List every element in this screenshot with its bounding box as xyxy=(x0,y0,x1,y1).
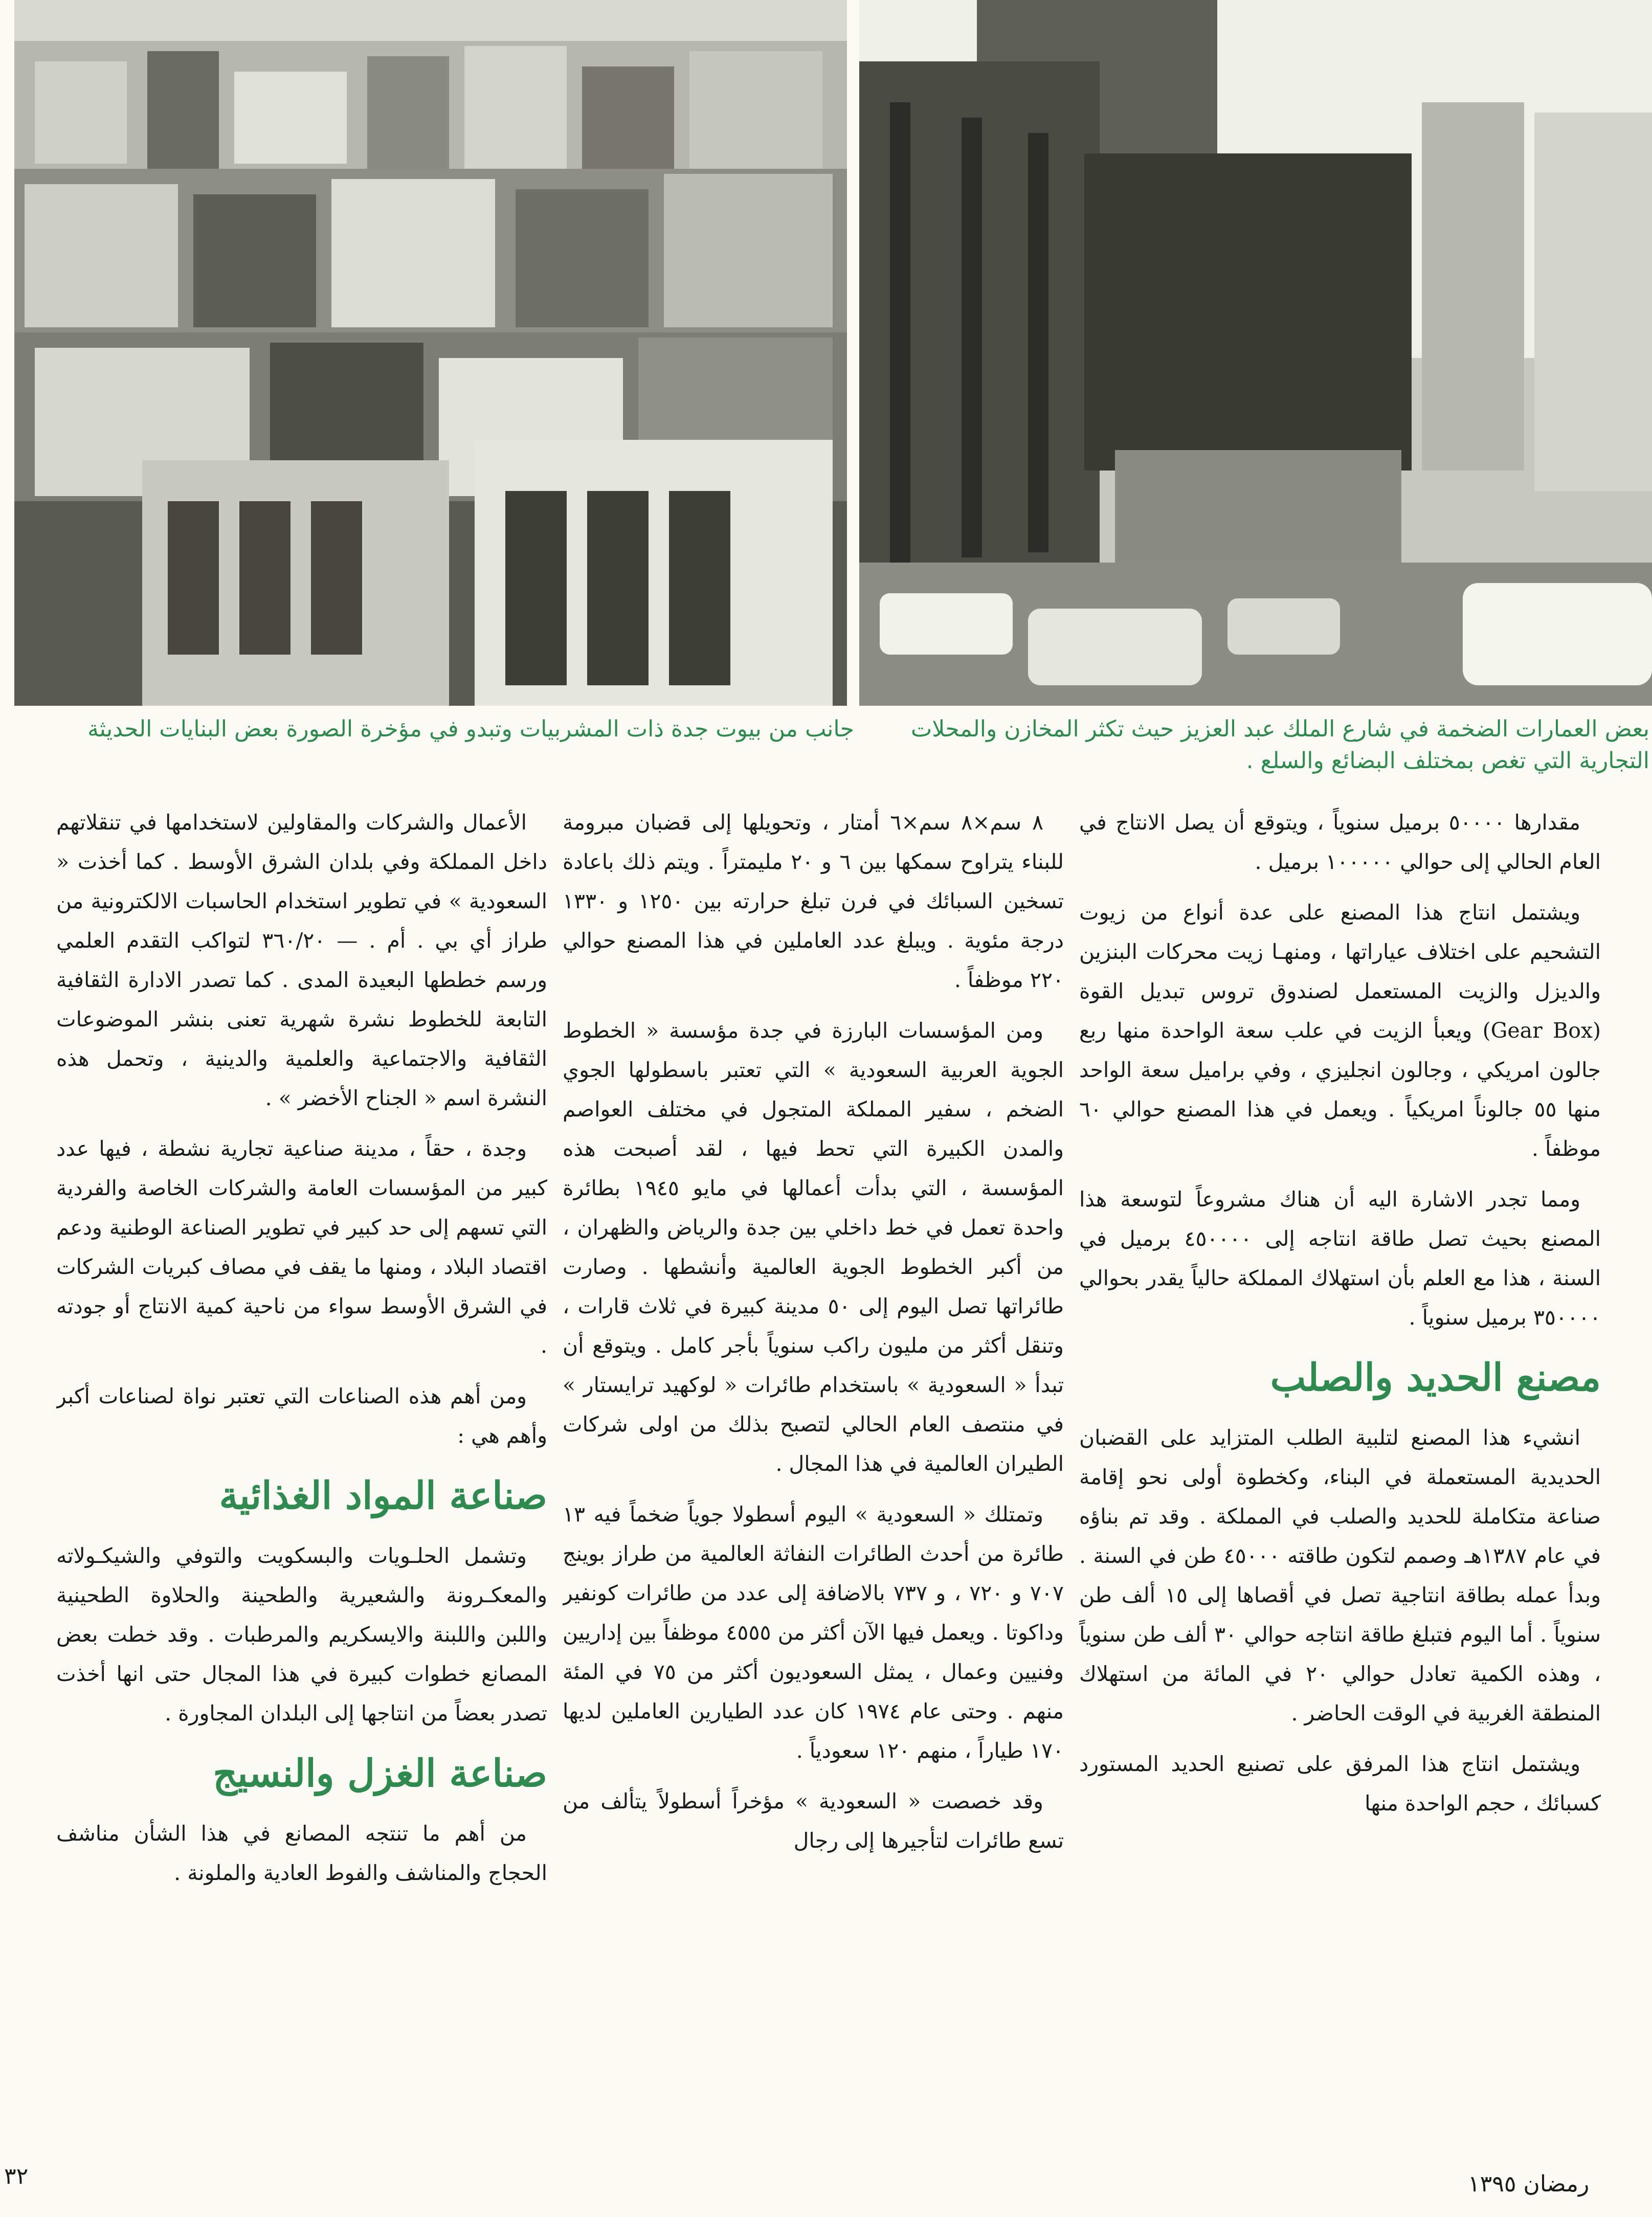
article-column-left xyxy=(56,803,547,2153)
paragraph: ٨ سم×٨ سم×٦ أمتار ، وتحويلها إلى قضبان مبرومة للبناء يتراوح سمكها بين ٦ و ٢٠ مليمتراً . ويتم ذلك باعادة تسخين السبائك في فرن تبلغ حرارته بين ١٢٥٠ و ١٣٣٠ درجة مئوية . ويبلغ عدد العاملين في هذا المصنع حوالي ٢٢٠ موظفاً . xyxy=(563,810,1064,992)
paragraph: مقدارها ٥٠٠٠٠ برميل سنوياً ، ويتوقع أن يصل الانتاج في العام الحالي إلى حوالي ١٠٠٠٠٠ برميل . xyxy=(1079,810,1601,874)
paragraph: وتمتلك « السعودية » اليوم أسطولا جوياً ضخماً فيه ١٣ طائرة من أحدث الطائرات النفاثة العالمية من طراز بوينج ٧٠٧ و ٧٢٠ ، و ٧٣٧ بالاضافة إلى عدد من طائرات كونفير وداكوتا . ويعمل فيها الآن أكثر من ٤٥٥٥ موظفاً بين إداريين وفنيين وعمال ، يمثل السعوديون أكثر من ٧٥ في المئة منهم . وحتى عام ١٩٧٤ كان عدد الطيارين العاملين لديها ١٧٠ طياراً ، منهم ١٢٠ سعودياً . xyxy=(563,1502,1064,1763)
paragraph: وتشمل الحلـويات والبسكويت والتوفي والشيكـولاته والمعكـرونة والشعيرية والطحينة والحلاوة الطحينية واللبن واللبنة والايسكريم والمرطبات . وقد خطت بعض المصانع خطوات كبيرة في هذا المجال حتى انها أخذت تصدر بعضاً من انتاجها إلى البلدان المجاورة . xyxy=(56,1543,547,1726)
caption-king-abdulaziz-street: بعض العمارات الضخمة في شارع الملك عبد العزيز حيث تكثر المخازن والمحلات التجارية التي تغص بمختلف البضائع والسلع . xyxy=(910,716,1649,774)
paragraph: ومن أهم هذه الصناعات التي تعتبر نواة لصناعات أكبر وأهم هي : xyxy=(56,1384,547,1448)
article-column-right xyxy=(1079,803,1601,2153)
paragraph: ومما تجدر الاشارة اليه أن هناك مشروعاً لتوسعة هذا المصنع بحيث تصل طاقة انتاجه إلى ٤٥٠٠٠٠ برميل في السنة ، هذا مع العلم بأن استهلاك المملكة حالياً يقدر بحوالي ٣٥٠٠٠٠ برميل سنوياً . xyxy=(1079,1187,1601,1330)
photo-king-abdulaziz-street xyxy=(859,0,1652,706)
paragraph: وقد خصصت « السعودية » مؤخراً أسطولاً يتألف من تسع طائرات لتأجيرها إلى رجال xyxy=(563,1789,1064,1853)
section-heading-textile-industry: صناعة الغزل والنسيج xyxy=(213,1752,547,1796)
paragraph: الأعمال والشركات والمقاولين لاستخدامها في تنقلاتهم داخل المملكة وفي بلدان الشرق الأوسط . كما أخذت « السعودية » في تطوير استخدام الحاسبات الالكترونية من طراز أي بي . أم . — ٣٦٠/٢٠ لتواكب التقدم العلمي ورسم خططها البعيدة المدى . كما تصدر الادارة الثقافية التابعة للخطوط نشرة شهرية تعنى بنشر الموضوعات الثقافية والاجتماعية والعلمية والدينية ، وتحمل هذه النشرة اسم « الجناح الأخضر » . xyxy=(56,810,547,1110)
paragraph: ويشتمل انتاج هذا المرفق على تصنيع الحديد المستورد كسبائك ، حجم الواحدة منها xyxy=(1079,1752,1601,1816)
issue-date: رمضان ١٣٩٥ xyxy=(1468,2171,1590,2197)
photo-old-jeddah-houses xyxy=(14,0,847,706)
paragraph: انشيء هذا المصنع لتلبية الطلب المتزايد على القضبان الحديدية المستعملة في البناء، وكخطوة أولى نحو إقامة صناعة متكاملة للحديد والصلب في المملكة . وقد تم بناؤه في عام ١٣٨٧هـ وصمم لتكون طاقته ٤٥٠٠٠ طن في السنة . وبدأ عمله بطاقة انتاجية تصل في أقصاها إلى ١٥ ألف طن سنوياً . أما اليوم فتبلغ طاقة انتاجه حوالي ٣٠ ألف طن سنوياً ، وهذه الكمية تعادل حوالي ٢٠ في المائة من استهلاك المنطقة الغربية في الوقت الحاضر . xyxy=(1079,1425,1601,1726)
paragraph: ومن المؤسسات البارزة في جدة مؤسسة « الخطوط الجوية العربية السعودية » التي تعتبر باسطولها الجوي الضخم ، سفير المملكة المتجول في مختلف العواصم والمدن الكبيرة التي تحط فيها ، لقد أصبحت هذه المؤسسة ، التي بدأت أعمالها في مايو ١٩٤٥ بطائرة واحدة تعمل في خط داخلي بين جدة والرياض والظهران ، من أكبر الخطوط الجوية العالمية وأنشطها . وصارت طائراتها تصل اليوم إلى ٥٠ مدينة كبيرة في ثلاث قارات ، وتنقل أكثر من مليون راكب سنوياً بأجر كامل . ويتوقع أن تبدأ « السعودية » باستخدام طائرات « لوكهيد ترايستار » في منتصف العام الحالي لتصبح بذلك من اولى شركات الطيران العالمية في هذا المجال . xyxy=(563,1018,1064,1476)
old-city-houses-image xyxy=(14,0,847,706)
street-buildings-image xyxy=(859,0,1652,706)
paragraph: ويشتمل انتاج هذا المصنع على عدة أنواع من زيوت التشحيم على اختلاف عياراتها ، ومنهـا زيت محركات البنزين والديزل والزيت المستعمل لصندوق تروس تبديل القوة (Gear Box) ويعبأ الزيت في علب سعة الواحدة منها ربع جالون امريكي ، وجالون انجليزي ، وفي براميل سعة الواحد منها ٥٥ جالوناً امريكياً . ويعمل في هذا المصنع حوالي ٦٠ موظفاً . xyxy=(1079,900,1601,1161)
caption-old-houses: جانب من بيوت جدة ذات المشربيات وتبدو في مؤخرة الصورة بعض البنايات الحديثة xyxy=(87,716,854,742)
section-heading-iron-steel: مصنع الحديد والصلب xyxy=(1270,1356,1601,1400)
page-number: ٣٢ xyxy=(4,2163,29,2189)
section-heading-food-industry: صناعة المواد الغذائية xyxy=(219,1474,547,1518)
paragraph: من أهم ما تنتجه المصانع في هذا الشأن مناشف الحجاج والمناشف والفوط العادية والملونة . xyxy=(56,1821,547,1885)
paragraph: وجدة ، حقاً ، مدينة صناعية تجارية نشطة ، فيها عدد كبير من المؤسسات العامة والشركات الخاصة والفردية التي تسهم إلى حد كبير في تطوير الصناعة الوطنية ودعم اقتصاد البلاد ، ومنها ما يقف في مصاف كبريات الشركات في الشرق الأوسط سواء من ناحية كمية الانتاج أو جودته . xyxy=(56,1136,547,1358)
article-column-middle xyxy=(563,803,1064,2153)
